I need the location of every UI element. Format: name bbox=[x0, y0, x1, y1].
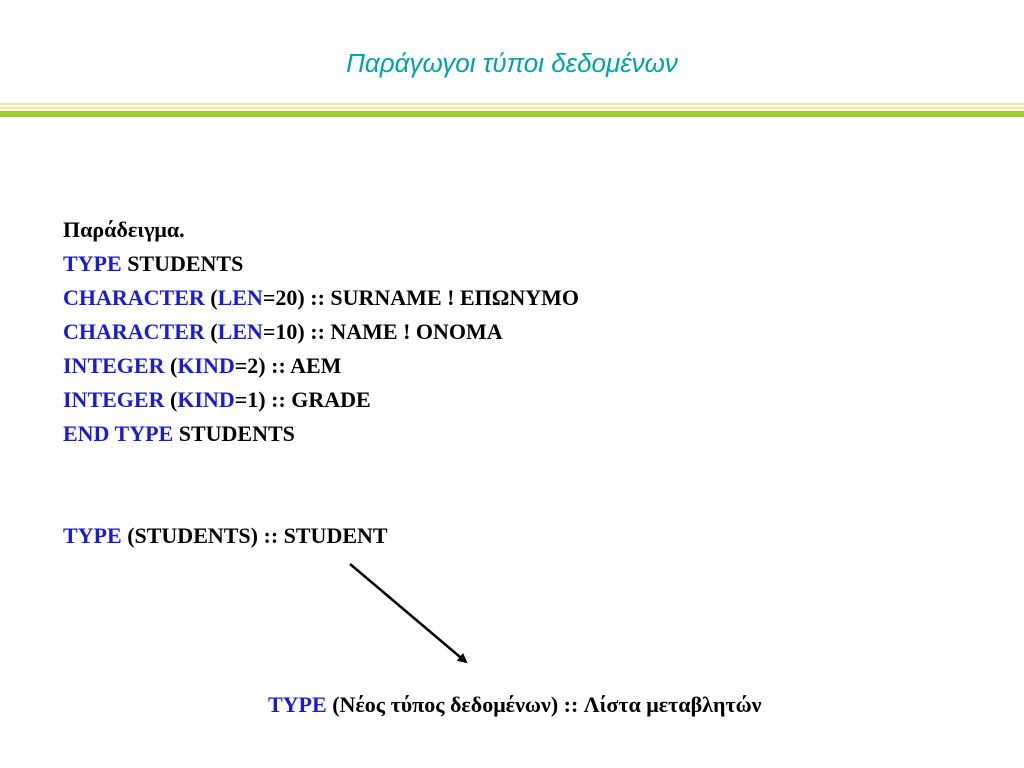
keyword: END TYPE bbox=[63, 421, 174, 446]
code-text: =20) :: SURNAME ! ΕΠΩΝΥΜΟ bbox=[262, 285, 579, 310]
keyword: KIND bbox=[177, 387, 235, 412]
keyword: TYPE bbox=[63, 251, 122, 276]
keyword: LEN bbox=[217, 319, 263, 344]
code-text: ( bbox=[204, 285, 218, 310]
code-text: =2) :: AEM bbox=[234, 353, 342, 378]
code-text: (STUDENTS) :: STUDENT bbox=[121, 523, 388, 548]
code-text: =1) :: GRADE bbox=[234, 387, 371, 412]
code-text: ( bbox=[164, 387, 178, 412]
keyword: INTEGER bbox=[63, 353, 165, 378]
keyword: TYPE bbox=[63, 523, 122, 548]
page-title: Παράγωγοι τύποι δεδομένων bbox=[346, 48, 678, 78]
code-text: STUDENTS bbox=[173, 421, 295, 446]
keyword: INTEGER bbox=[63, 387, 165, 412]
example-heading: Παράδειγμα. bbox=[63, 217, 185, 242]
code-text: =10) :: NAME ! ΟΝΟΜΑ bbox=[262, 319, 503, 344]
syntax-note bbox=[268, 688, 762, 722]
keyword: CHARACTER bbox=[63, 285, 205, 310]
keyword: CHARACTER bbox=[63, 319, 205, 344]
note-text: (Νέος τύπος δεδομένων) :: Λίστα μεταβλητών bbox=[326, 692, 762, 717]
code-text: ( bbox=[164, 353, 178, 378]
code-text: STUDENTS bbox=[121, 251, 244, 276]
keyword: KIND bbox=[177, 353, 235, 378]
code-text: ( bbox=[204, 319, 218, 344]
keyword: TYPE bbox=[268, 692, 327, 717]
keyword: LEN bbox=[217, 285, 263, 310]
